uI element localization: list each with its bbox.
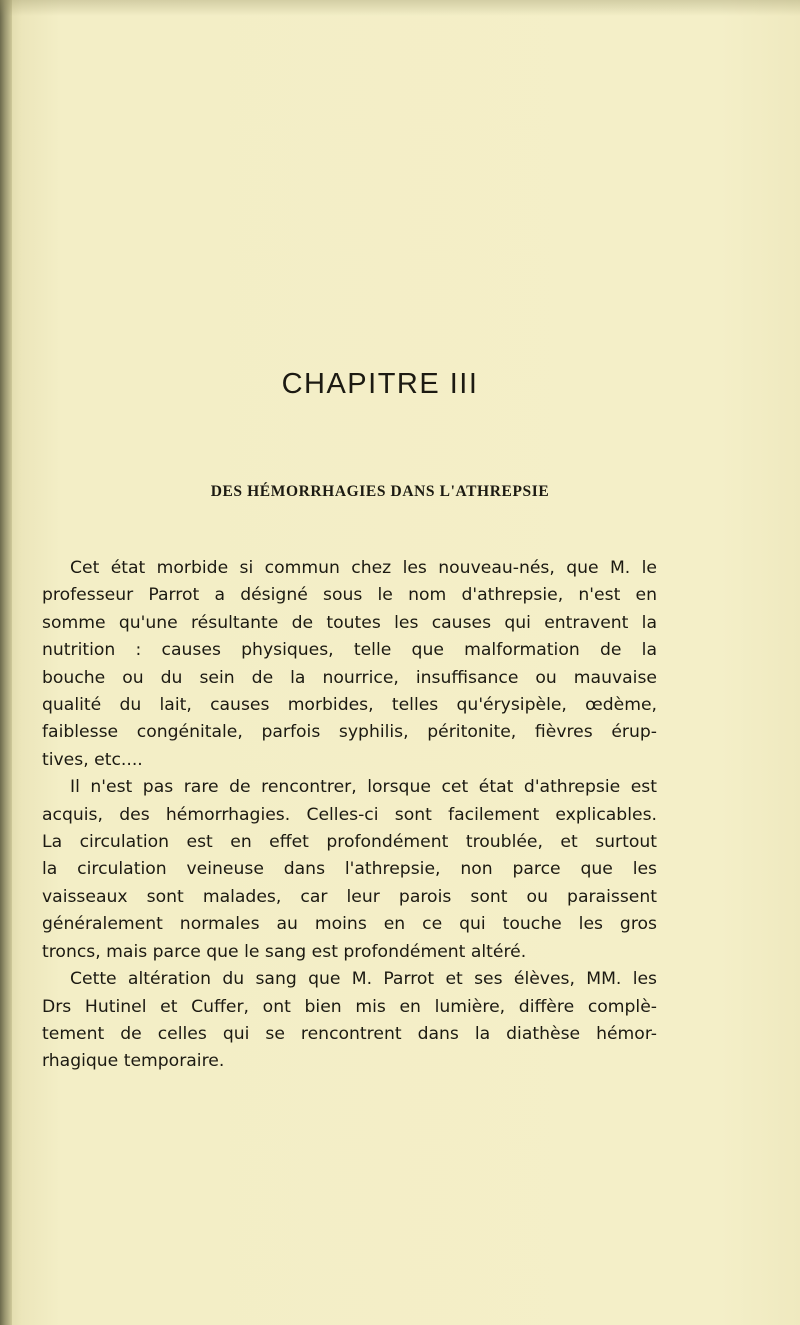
text-line: La circulation est en effet profondément troublée, et surtout bbox=[42, 832, 657, 853]
text-line: tement de celles qui se rencontrent dans la diathèse hémor- bbox=[42, 1023, 657, 1044]
text-line: Il n'est pas rare de rencontrer, lorsque cet état d'athrepsie est bbox=[70, 777, 657, 798]
text-line: nutrition : causes physiques, telle que malformation de la bbox=[42, 640, 657, 661]
page-top-shadow bbox=[0, 0, 800, 16]
text-line: acquis, des hémorrhagies. Celles-ci sont facilement explicables. bbox=[42, 804, 657, 825]
chapter-subtitle: DES HÉMORRHAGIES DANS L'ATHREPSIE bbox=[210, 483, 550, 500]
text-line: Drs Hutinel et Cuffer, ont bien mis en lumière, diffère complè- bbox=[42, 996, 657, 1017]
text-line: tives, etc.... bbox=[42, 749, 143, 770]
text-line: qualité du lait, causes morbides, telles qu'érysipèle, œdème, bbox=[42, 695, 657, 716]
text-line: la circulation veineuse dans l'athrepsie, non parce que les bbox=[42, 859, 657, 880]
text-line: professeur Parrot a désigné sous le nom d'athrepsie, n'est en bbox=[42, 585, 657, 606]
page-binding-edge bbox=[0, 0, 12, 1325]
text-line: vaisseaux sont malades, car leur parois sont ou paraissent bbox=[42, 886, 657, 907]
body-text bbox=[42, 555, 657, 1076]
text-line: Cet état morbide si commun chez les nouveau-nés, que M. le bbox=[70, 558, 657, 578]
text-line: troncs, mais parce que le sang est profondément altéré. bbox=[42, 941, 527, 962]
text-line: somme qu'une résultante de toutes les causes qui entravent la bbox=[42, 612, 657, 633]
text-line: faiblesse congénitale, parfois syphilis, péritonite, fièvres érup- bbox=[42, 722, 657, 743]
text-line: généralement normales au moins en ce qui touche les gros bbox=[42, 914, 657, 935]
text-line: bouche ou du sein de la nourrice, insuffisance ou mauvaise bbox=[42, 667, 657, 688]
text-line: Cette altération du sang que M. Parrot et ses élèves, MM. les bbox=[70, 969, 657, 990]
text-line: rhagique temporaire. bbox=[42, 1051, 225, 1072]
chapter-title: CHAPITRE III bbox=[281, 368, 479, 400]
